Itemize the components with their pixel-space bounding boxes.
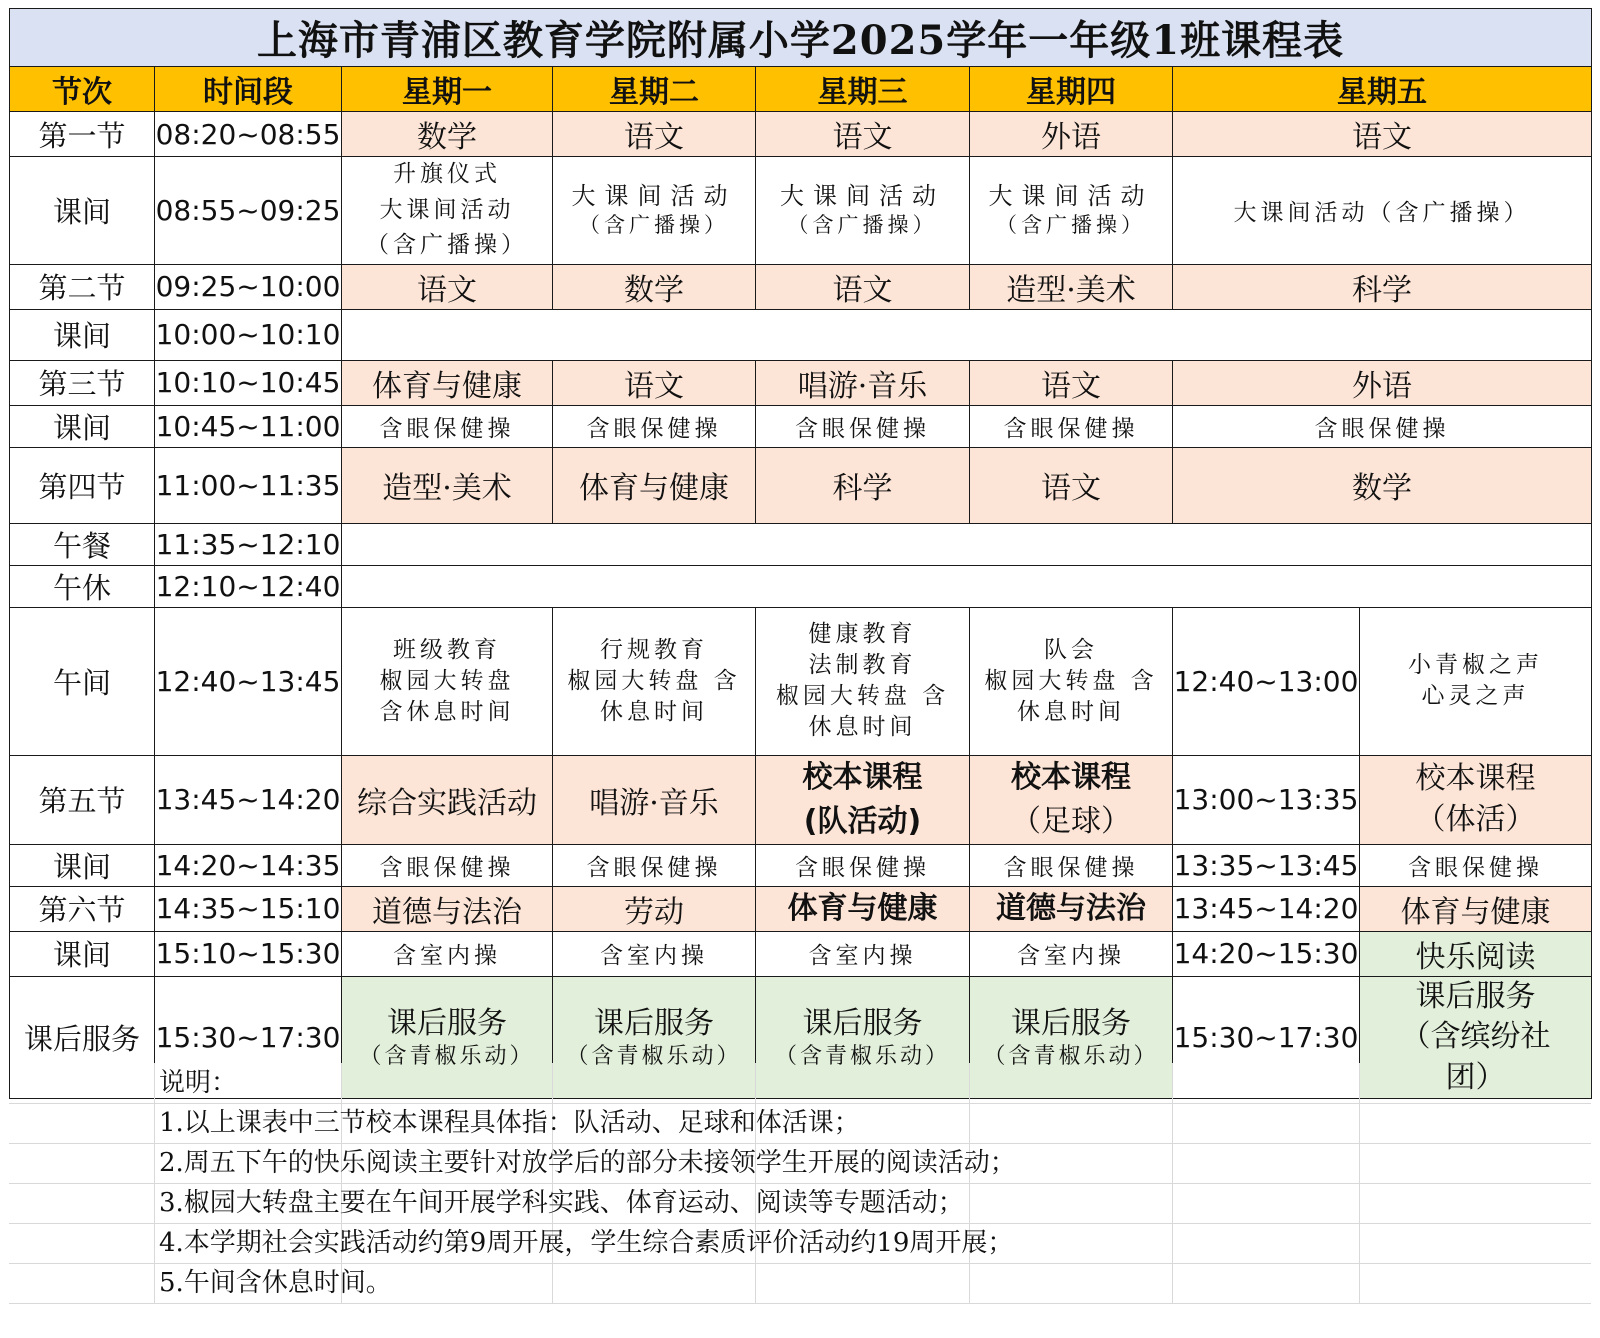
grid-line [154, 1063, 155, 1303]
cell-wednesday: 含室内操 [756, 931, 970, 976]
row-label: 第一节 [10, 112, 155, 157]
row-time: 10:10~10:45 [155, 360, 342, 405]
cell-monday: 造型·美术 [342, 447, 553, 523]
cell-line: 大课间活动 [988, 182, 1154, 211]
cell-line: 大课间活动 [571, 182, 737, 211]
cell-empty [342, 523, 1592, 565]
cell-thursday: 造型·美术 [970, 264, 1173, 309]
cell-wednesday: 语文 [756, 264, 970, 309]
cell-line: 小青椒之声 [1408, 652, 1544, 679]
cell-friday: 大课间活动（含广播操） [1173, 157, 1592, 265]
cell-empty [342, 309, 1592, 360]
grid-line [1172, 1063, 1173, 1303]
row-label: 课间 [10, 405, 155, 447]
row-time: 12:40~13:45 [155, 607, 342, 755]
cell-line: （足球） [1011, 803, 1131, 839]
row-time: 15:10~15:30 [155, 931, 342, 976]
cell-thursday: 含室内操 [970, 931, 1173, 976]
notes-heading: 说明： [159, 1068, 238, 1098]
header-period: 节次 [10, 67, 155, 112]
grid-line [969, 1063, 970, 1303]
cell-line: 行规教育 [600, 636, 708, 663]
cell-empty [342, 565, 1592, 607]
table-row [10, 264, 1592, 309]
header-tuesday: 星期二 [553, 67, 756, 112]
row-label: 午间 [10, 607, 155, 755]
cell-line: 课后服务 [1415, 978, 1536, 1014]
table-row [10, 112, 1592, 157]
cell-wednesday [756, 157, 970, 265]
cell-wednesday: 含眼保健操 [756, 405, 970, 447]
header-wednesday: 星期三 [756, 67, 970, 112]
cell-friday: 数学 [1173, 447, 1592, 523]
table-row [10, 565, 1592, 607]
cell-thursday: 语文 [970, 360, 1173, 405]
timetable [9, 8, 1592, 1099]
cell-thursday: 语文 [970, 447, 1173, 523]
cell-monday: 含眼保健操 [342, 844, 553, 886]
cell-line: 升旗仪式 [393, 161, 501, 187]
table-row [10, 844, 1592, 886]
cell-monday: 语文 [342, 264, 553, 309]
grid-line [1359, 1063, 1360, 1303]
cell-monday: 含眼保健操 [342, 405, 553, 447]
row-time: 14:35~15:10 [155, 886, 342, 931]
cell-friday-time: 14:20~15:30 [1173, 931, 1360, 976]
cell-thursday [970, 755, 1173, 844]
cell-friday-time: 15:30~17:30 [1173, 976, 1360, 1099]
cell-friday: 含眼保健操 [1173, 405, 1592, 447]
note-item: 1.以上课表中三节校本课程具体指：队活动、足球和体活课； [159, 1108, 860, 1138]
cell-line: 心灵之声 [1421, 683, 1530, 710]
cell-line: 课后服务 [594, 1005, 714, 1041]
row-label: 课间 [10, 309, 155, 360]
cell-thursday: 含眼保健操 [970, 844, 1173, 886]
notes-section [9, 1063, 1591, 1303]
cell-tuesday: 数学 [553, 264, 756, 309]
table-row [10, 309, 1592, 360]
cell-line: 班级教育 [393, 636, 501, 663]
cell-line: (队活动) [803, 803, 922, 839]
schedule-sheet [9, 8, 1591, 1298]
table-row [10, 405, 1592, 447]
cell-line: 校本课程 [1415, 761, 1536, 797]
table-row [10, 157, 1592, 265]
cell-line: 课后服务 [387, 1005, 507, 1041]
row-time: 08:20~08:55 [155, 112, 342, 157]
cell-monday: 含室内操 [342, 931, 553, 976]
cell-line: 椒园大转盘 含 [984, 667, 1158, 694]
cell-line: （含青椒乐动） [359, 1043, 535, 1069]
header-thursday: 星期四 [970, 67, 1173, 112]
cell-wednesday [756, 755, 970, 844]
cell-tuesday [553, 607, 756, 755]
row-time: 10:45~11:00 [155, 405, 342, 447]
cell-monday [342, 607, 553, 755]
cell-monday [342, 157, 553, 265]
cell-friday: 语文 [1173, 112, 1592, 157]
page-title: 上海市青浦区教育学院附属小学2025学年一年级1班课程表 [10, 9, 1592, 67]
cell-wednesday: 科学 [756, 447, 970, 523]
row-label: 课间 [10, 157, 155, 265]
header-friday: 星期五 [1173, 67, 1592, 112]
row-label: 第二节 [10, 264, 155, 309]
cell-wednesday: 体育与健康 [756, 886, 970, 931]
cell-line: 校本课程 [1011, 760, 1131, 796]
cell-friday-time: 13:00~13:35 [1173, 755, 1360, 844]
header-row [10, 67, 1592, 112]
cell-wednesday: 语文 [756, 112, 970, 157]
cell-tuesday: 劳动 [553, 886, 756, 931]
row-label: 课后服务 [10, 976, 155, 1099]
cell-line: （含广播操） [579, 213, 729, 238]
row-time: 13:45~14:20 [155, 755, 342, 844]
cell-line: 法制教育 [808, 652, 917, 679]
cell-friday: 快乐阅读 [1360, 931, 1592, 976]
cell-wednesday: 含眼保健操 [756, 844, 970, 886]
cell-tuesday: 体育与健康 [553, 447, 756, 523]
row-label: 课间 [10, 931, 155, 976]
cell-friday: 外语 [1173, 360, 1592, 405]
cell-line: 含休息时间 [379, 698, 515, 725]
row-time: 10:00~10:10 [155, 309, 342, 360]
cell-line: 椒园大转盘 [379, 667, 515, 694]
table-row [10, 886, 1592, 931]
cell-line: 椒园大转盘 含 [775, 683, 950, 710]
row-time: 11:00~11:35 [155, 447, 342, 523]
cell-line: 休息时间 [600, 698, 708, 725]
cell-thursday: 外语 [970, 112, 1173, 157]
cell-line: 健康教育 [808, 621, 917, 648]
row-time: 12:10~12:40 [155, 565, 342, 607]
note-item: 5.午间含休息时间。 [159, 1268, 392, 1298]
cell-friday [1360, 607, 1592, 755]
note-item: 4.本学期社会实践活动约第9周开展，学生综合素质评价活动约19周开展； [159, 1228, 1014, 1258]
cell-monday: 体育与健康 [342, 360, 553, 405]
row-time: 09:25~10:00 [155, 264, 342, 309]
cell-friday: 含眼保健操 [1360, 844, 1592, 886]
cell-thursday: 含眼保健操 [970, 405, 1173, 447]
cell-line: 课后服务 [1011, 1005, 1131, 1041]
cell-tuesday: 唱游·音乐 [553, 755, 756, 844]
table-row [10, 607, 1592, 755]
cell-friday [1360, 755, 1592, 844]
table-row [10, 523, 1592, 565]
cell-tuesday: 语文 [553, 112, 756, 157]
cell-friday-time: 12:40~13:00 [1173, 607, 1360, 755]
cell-tuesday: 含眼保健操 [553, 844, 756, 886]
cell-tuesday [553, 157, 756, 265]
row-label: 第五节 [10, 755, 155, 844]
row-label: 课间 [10, 844, 155, 886]
cell-line: 椒园大转盘 含 [567, 667, 741, 694]
cell-tuesday: 含眼保健操 [553, 405, 756, 447]
row-time: 08:55~09:25 [155, 157, 342, 265]
cell-line: 校本课程 [802, 760, 923, 796]
row-label: 午餐 [10, 523, 155, 565]
note-item: 3.椒园大转盘主要在午间开展学科实践、体育运动、阅读等专题活动； [159, 1188, 964, 1218]
cell-wednesday: 唱游·音乐 [756, 360, 970, 405]
grid-line [9, 1063, 1591, 1104]
cell-thursday [970, 157, 1173, 265]
cell-monday: 道德与法治 [342, 886, 553, 931]
cell-line: （含青椒乐动） [566, 1043, 742, 1069]
cell-line: （含青椒乐动） [983, 1043, 1159, 1069]
row-label: 第三节 [10, 360, 155, 405]
row-time: 15:30~17:30 [155, 976, 342, 1099]
cell-line: 大课间活动 [379, 196, 515, 223]
cell-line: （含广播操） [787, 213, 938, 238]
header-time: 时间段 [155, 67, 342, 112]
cell-friday-time: 13:45~14:20 [1173, 886, 1360, 931]
cell-tuesday: 含室内操 [553, 931, 756, 976]
cell-line: （体活） [1415, 801, 1536, 837]
row-label: 午休 [10, 565, 155, 607]
header-monday: 星期一 [342, 67, 553, 112]
cell-line: 休息时间 [1017, 698, 1125, 725]
cell-monday: 综合实践活动 [342, 755, 553, 844]
cell-line: （含广播操） [996, 213, 1146, 238]
cell-line: （含青椒乐动） [774, 1043, 950, 1069]
cell-wednesday [756, 607, 970, 755]
cell-monday: 数学 [342, 112, 553, 157]
row-time: 14:20~14:35 [155, 844, 342, 886]
cell-tuesday: 语文 [553, 360, 756, 405]
row-time: 11:35~12:10 [155, 523, 342, 565]
table-row [10, 447, 1592, 523]
cell-line: 课后服务 [802, 1005, 923, 1041]
cell-friday: 科学 [1173, 264, 1592, 309]
cell-friday-time: 13:35~13:45 [1173, 844, 1360, 886]
table-row [10, 360, 1592, 405]
cell-line: 队会 [1044, 636, 1098, 663]
cell-line: 团） [1445, 1059, 1506, 1095]
cell-line: （含缤纷社 [1400, 1019, 1551, 1055]
cell-thursday [970, 607, 1173, 755]
cell-line: 大课间活动 [780, 182, 945, 211]
cell-line: 休息时间 [808, 714, 917, 741]
cell-friday: 体育与健康 [1360, 886, 1592, 931]
cell-thursday: 道德与法治 [970, 886, 1173, 931]
cell-line: （含广播操） [366, 232, 528, 259]
note-item: 2.周五下午的快乐阅读主要针对放学后的部分未接领学生开展的阅读活动； [159, 1148, 1016, 1178]
row-label: 第四节 [10, 447, 155, 523]
row-label: 第六节 [10, 886, 155, 931]
table-row [10, 755, 1592, 844]
table-row [10, 931, 1592, 976]
